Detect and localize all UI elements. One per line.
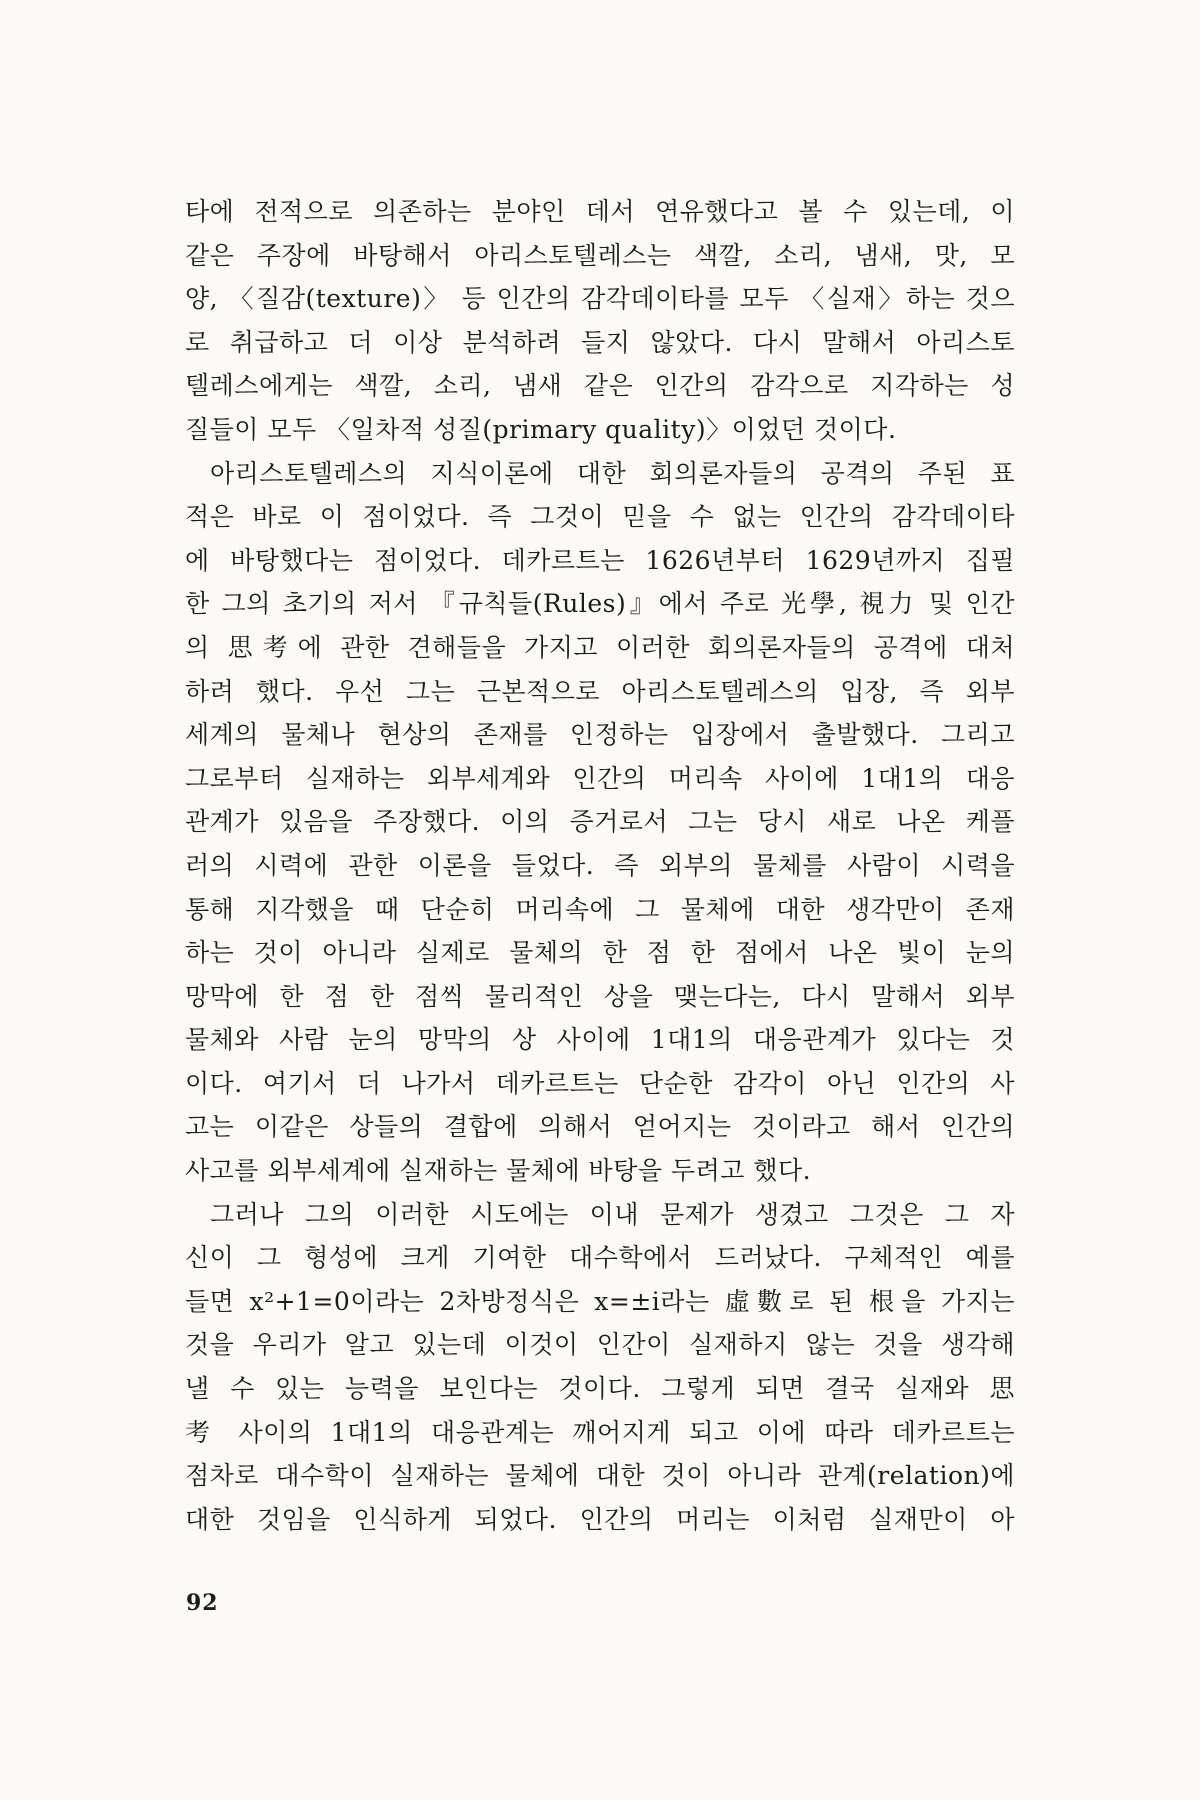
text-line: 하는 것이 아니라 실제로 물체의 한 점 한 점에서 나온 빛이 눈의 [185, 938, 1015, 968]
text-line: 考 사이의 1대1의 대응관계는 깨어지게 되고 이에 따라 데카르트는 [185, 1417, 1015, 1447]
text-line: 타에 전적으로 의존하는 분야인 데서 연유했다고 볼 수 있는데, 이 [185, 197, 1015, 226]
text-line: 물체와 사람 눈의 망막의 상 사이에 1대1의 대응관계가 있다는 것 [185, 1025, 1015, 1055]
text-line: 그러나 그의 이러한 시도에는 이내 문제가 생겼고 그것은 그 자 [210, 1199, 1015, 1229]
text-line: 낼 수 있는 능력을 보인다는 것이다. 그렇게 되면 결국 실재와 思 [185, 1374, 1015, 1404]
text-line: 망막에 한 점 한 점씩 물리적인 상을 맺는다는, 다시 말해서 외부 [185, 981, 1015, 1011]
text-line: 들면 x²+1=0이라는 2차방정식은 x=±i라는 虛數로 된 根을 가지는 [185, 1286, 1015, 1316]
text-line: 이다. 여기서 더 나가서 데카르트는 단순한 감각이 아닌 인간의 사 [185, 1068, 1015, 1098]
text-line: 대한 것임을 인식하게 되었다. 인간의 머리는 이처럼 실재만이 아 [185, 1504, 1015, 1534]
text-line: 에 바탕했다는 점이었다. 데카르트는 1626년부터 1629년까지 집필 [185, 545, 1015, 575]
text-line: 의 思考에 관한 견해들을 가지고 이러한 회의론자들의 공격에 대처 [185, 632, 1015, 662]
text-line: 로 취급하고 더 이상 분석하려 들지 않았다. 다시 말해서 아리스토 [185, 327, 1015, 357]
text-line: 그로부터 실재하는 외부세계와 인간의 머리속 사이에 1대1의 대응 [185, 763, 1015, 793]
text-line: 것을 우리가 알고 있는데 이것이 인간이 실재하지 않는 것을 생각해 [185, 1330, 1015, 1360]
text-line: 고는 이같은 상들의 결합에 의해서 얻어지는 것이라고 해서 인간의 [185, 1112, 1015, 1142]
text-line: 질들이 모두 〈일차적 성질(primary quality)〉이었던 것이다. [185, 414, 897, 444]
text-line: 아리스토텔레스의 지식이론에 대한 회의론자들의 공격의 주된 표 [210, 458, 1015, 488]
text-line: 하려 했다. 우선 그는 근본적으로 아리스토텔레스의 입장, 즉 외부 [185, 676, 1015, 706]
page-number: 92 [186, 1590, 219, 1616]
text-line: 한 그의 초기의 저서 『규칙들(Rules)』에서 주로 光學, 視力 및 인간 [185, 589, 1015, 619]
text-line: 신이 그 형성에 크게 기여한 대수학에서 드러났다. 구체적인 예를 [185, 1243, 1015, 1273]
body-text [185, 190, 1015, 1541]
text-line: 점차로 대수학이 실재하는 물체에 대한 것이 아니라 관계(relation)에 [185, 1461, 1015, 1491]
text-line: 관계가 있음을 주장했다. 이의 증거로서 그는 당시 새로 나온 케플 [185, 807, 1015, 837]
text-line: 같은 주장에 바탕해서 아리스토텔레스는 색깔, 소리, 냄새, 맛, 모 [185, 240, 1015, 270]
text-line: 사고를 외부세계에 실재하는 물체에 바탕을 두려고 했다. [185, 1156, 812, 1186]
text-line: 적은 바로 이 점이었다. 즉 그것이 믿을 수 없는 인간의 감각데이타 [185, 502, 1015, 532]
text-line: 러의 시력에 관한 이론을 들었다. 즉 외부의 물체를 사람이 시력을 [185, 850, 1015, 880]
text-line: 양, 〈질감(texture)〉 등 인간의 감각데이타를 모두 〈실재〉하는 것으 [185, 284, 1015, 314]
text-line: 텔레스에게는 색깔, 소리, 냄새 같은 인간의 감각으로 지각하는 성 [185, 371, 1015, 401]
text-line: 통해 지각했을 때 단순히 머리속에 그 물체에 대한 생각만이 존재 [185, 894, 1015, 924]
text-line: 세계의 물체나 현상의 존재를 인정하는 입장에서 출발했다. 그리고 [185, 720, 1015, 750]
